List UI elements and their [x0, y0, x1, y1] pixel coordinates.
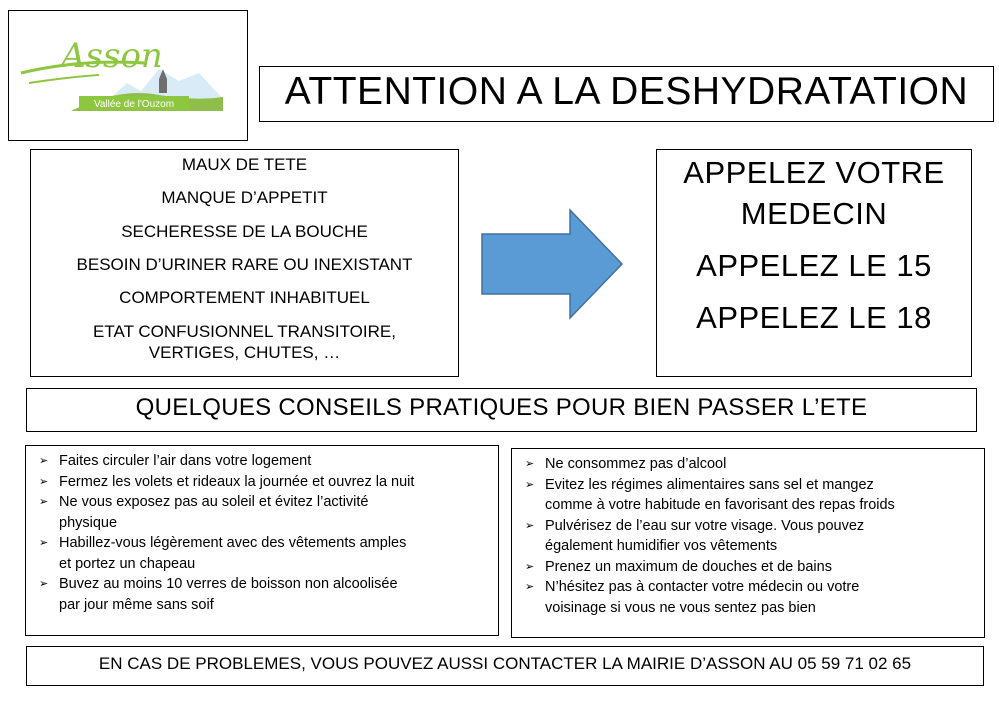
- tip-text-line: voisinage si vous ne vous sentez pas bien: [545, 599, 816, 616]
- footer-contact: EN CAS DE PROBLEMES, VOUS POUVEZ AUSSI CONTACTER LA MAIRIE D’ASSON AU 05 59 71 02 65: [98, 654, 912, 673]
- arrowhead-bullet-icon: ➢: [525, 581, 535, 593]
- tips-left-list: [39, 451, 491, 615]
- tip-text-line: par jour même sans soif: [59, 596, 214, 613]
- right-arrow-icon: [480, 208, 626, 320]
- tips-right-list: [525, 454, 977, 618]
- footer-box: [26, 646, 984, 686]
- conseils-box: [26, 388, 977, 432]
- symptom-item: ETAT CONFUSIONNEL TRANSITOIRE,: [93, 322, 396, 341]
- tip-text-line: Ne consommez pas d’alcool: [545, 456, 727, 472]
- arrowhead-bullet-icon: ➢: [39, 455, 49, 467]
- tip-text-line: Ne vous exposez pas au soleil et évitez l’activité: [59, 494, 369, 510]
- symptom-item: VERTIGES, CHUTES, …: [148, 343, 341, 362]
- tips-right-box: [511, 448, 985, 638]
- tip-item: [525, 557, 977, 578]
- tip-text-line: Buvez au moins 10 verres de boisson non alcoolisée: [59, 576, 398, 592]
- call-doctor-line2: MEDECIN: [740, 196, 888, 231]
- tip-item: [39, 472, 491, 493]
- call-pompiers: APPELEZ LE 18: [696, 300, 932, 335]
- calls-box: [656, 149, 972, 377]
- tip-text-line: Pulvérisez de l’eau sur votre visage. Vous pouvez: [545, 517, 865, 534]
- logo-subtitle: Vallée de l'Ouzom: [93, 99, 175, 110]
- asson-logo: [9, 11, 247, 140]
- arrow-shape: [482, 210, 622, 318]
- arrowhead-bullet-icon: ➢: [39, 578, 49, 590]
- arrowhead-bullet-icon: ➢: [525, 478, 535, 491]
- tip-text-line: Prenez un maximum de douches et de bains: [545, 558, 832, 575]
- tip-text-line: Evitez les régimes alimentaires sans sel et mangez: [545, 476, 874, 493]
- symptom-item: SECHERESSE DE LA BOUCHE: [121, 222, 368, 241]
- arrowhead-bullet-icon: ➢: [39, 537, 49, 549]
- arrowhead-bullet-icon: ➢: [525, 519, 535, 532]
- logo-swoosh-2: [29, 75, 99, 83]
- tip-item: [39, 574, 491, 615]
- tip-item: [39, 492, 491, 533]
- arrowhead-bullet-icon: ➢: [525, 458, 535, 470]
- tip-text-line: Fermez les volets et rideaux la journée et ouvrez la nuit: [59, 473, 415, 490]
- tip-text-line: Faites circuler l’air dans votre logement: [59, 453, 312, 469]
- tip-text-line: comme à votre habitude en favorisant des repas froids: [545, 497, 895, 513]
- arrowhead-bullet-icon: ➢: [525, 560, 535, 573]
- tip-item: [39, 451, 491, 472]
- tips-left-box: [25, 445, 499, 636]
- tip-item: [39, 533, 491, 574]
- symptoms-box: [30, 149, 459, 377]
- tip-text-line: N’hésitez pas à contacter votre médecin ou votre: [545, 579, 860, 595]
- conseils-title: QUELQUES CONSEILS PRATIQUES POUR BIEN PASSER L’ETE: [135, 394, 868, 421]
- symptom-item: COMPORTEMENT INHABITUEL: [119, 288, 370, 307]
- tip-text-line: également humidifier vos vêtements: [545, 538, 778, 554]
- symptom-item: MAUX DE TETE: [181, 155, 308, 174]
- arrowhead-bullet-icon: ➢: [39, 475, 49, 488]
- call-doctor-line1: APPELEZ VOTRE: [683, 155, 945, 190]
- call-samu: APPELEZ LE 15: [696, 248, 932, 283]
- tip-text-line: Habillez-vous légèrement avec des vêtements amples: [59, 535, 407, 551]
- tip-text-line: physique: [59, 514, 118, 531]
- page-title: ATTENTION A LA DESHYDRATATION: [284, 70, 969, 113]
- tip-item: [525, 516, 977, 557]
- symptom-item: BESOIN D’URINER RARE OU INEXISTANT: [76, 255, 413, 274]
- logo-name: Asson: [61, 36, 163, 76]
- title-box: [259, 66, 994, 122]
- tip-item: [525, 577, 977, 618]
- tip-item: [525, 475, 977, 516]
- tip-text-line: et portez un chapeau: [59, 555, 196, 572]
- symptom-item: MANQUE D’APPETIT: [161, 188, 328, 207]
- tip-item: [525, 454, 977, 475]
- arrowhead-bullet-icon: ➢: [39, 496, 49, 508]
- logo-box: [8, 10, 248, 141]
